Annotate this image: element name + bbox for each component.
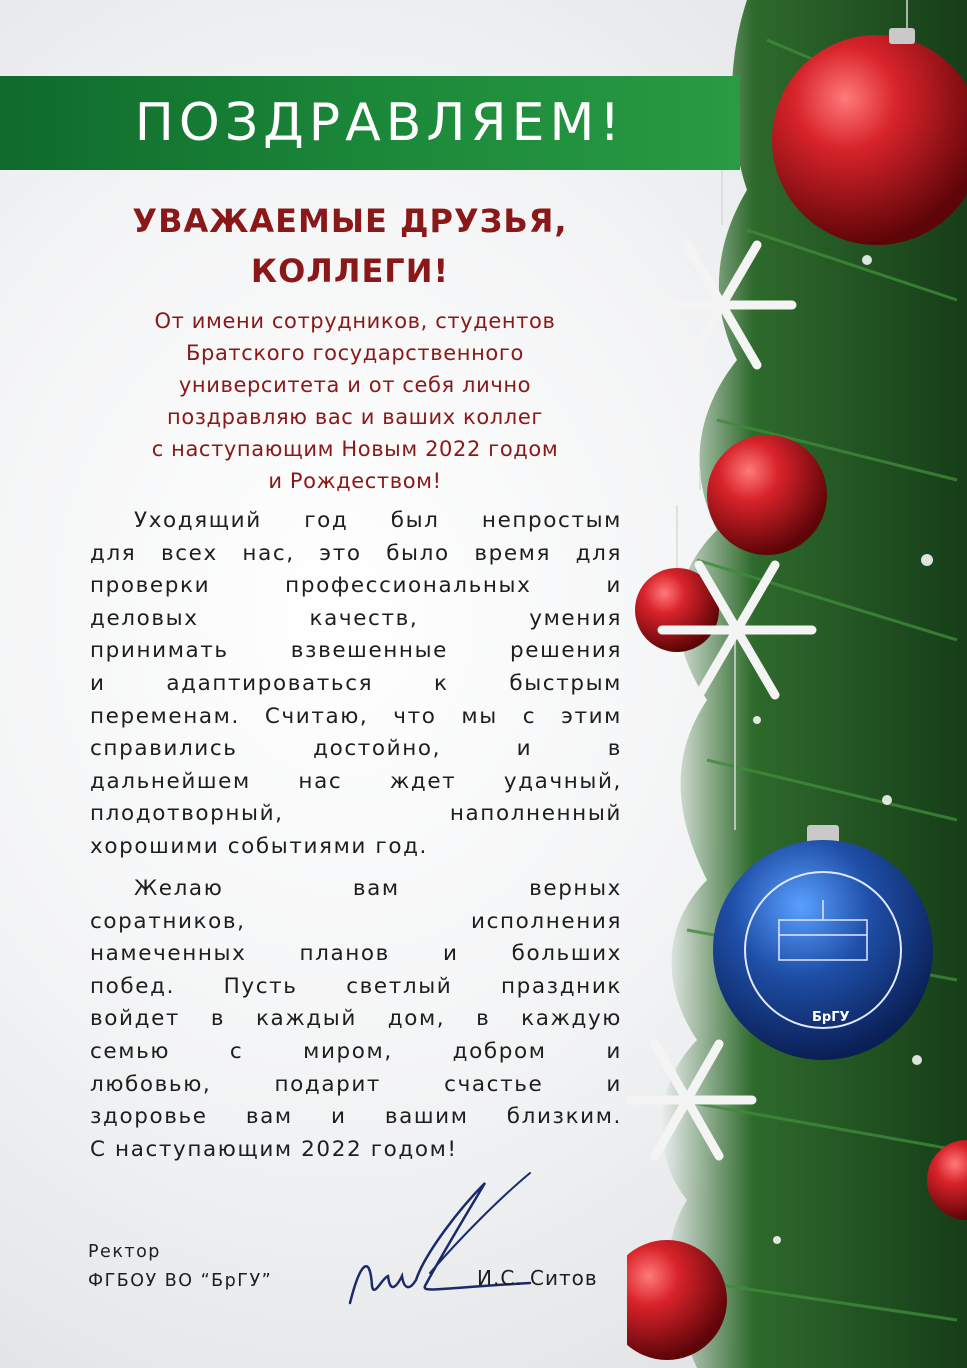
signatory-organization: ФГБОУ ВО “БрГУ” xyxy=(88,1271,273,1291)
lead-line: и Рождеством! xyxy=(268,469,442,493)
lead-line: От имени сотрудников, студентов xyxy=(154,309,556,333)
body-paragraph-1 xyxy=(90,505,622,864)
text-line: побед. Пусть светлый праздник xyxy=(90,973,622,999)
lead-line: поздравляю вас и ваших коллег xyxy=(167,405,543,429)
signatory-title xyxy=(88,1238,272,1296)
greeting-heading xyxy=(80,196,620,296)
text-line: плодотворный, наполненный xyxy=(90,801,622,827)
text-line: здоровье вам и вашим близким. xyxy=(90,1104,622,1130)
lead-line: Братского государственного xyxy=(186,341,524,365)
text-line: для всех нас, это было время для xyxy=(90,540,622,566)
text-line: войдет в каждый дом, в каждую xyxy=(90,1006,622,1032)
text-line: Желаю вам верных xyxy=(134,876,622,901)
text-line: справились достойно, и в xyxy=(90,736,622,762)
text-line: соратников, исполнения xyxy=(90,908,622,934)
text-line: деловых качеств, умения xyxy=(90,605,622,631)
text-line: хорошими событиями год. xyxy=(90,833,428,859)
university-ornament-label: БрГУ xyxy=(812,1010,850,1025)
lead-line: университета и от себя лично xyxy=(178,373,532,397)
christmas-tree-decoration xyxy=(627,0,967,1368)
text-line: принимать взвешенные решения xyxy=(90,638,622,664)
handwritten-signature xyxy=(330,1168,550,1318)
greeting-line: КОЛЛЕГИ! xyxy=(250,252,450,290)
text-line: семью с миром, добром и xyxy=(90,1038,622,1064)
text-line: и адаптироваться к быстрым xyxy=(90,670,622,696)
congratulations-banner xyxy=(0,76,740,170)
banner-title: ПОЗДРАВЛЯЕМ! xyxy=(134,93,626,153)
signatory-role: Ректор xyxy=(88,1242,161,1262)
text-line: С наступающим 2022 годом! xyxy=(90,1136,458,1162)
greeting-line: УВАЖАЕМЫЕ ДРУЗЬЯ, xyxy=(132,202,568,240)
text-line: переменам. Считаю, что мы с этим xyxy=(90,703,622,729)
text-line: дальнейшем нас ждет удачный, xyxy=(90,768,622,794)
body-paragraph-2 xyxy=(90,873,622,1166)
signatory-name: И.С. Ситов xyxy=(477,1266,598,1290)
text-line: проверки профессиональных и xyxy=(90,573,622,599)
lead-line: с наступающим Новым 2022 годом xyxy=(151,437,559,461)
text-line: любовью, подарит счастье и xyxy=(90,1071,622,1097)
text-line: намеченных планов и больших xyxy=(90,941,622,967)
lead-paragraph xyxy=(70,305,640,497)
text-line: Уходящий год был непростым xyxy=(134,508,622,533)
